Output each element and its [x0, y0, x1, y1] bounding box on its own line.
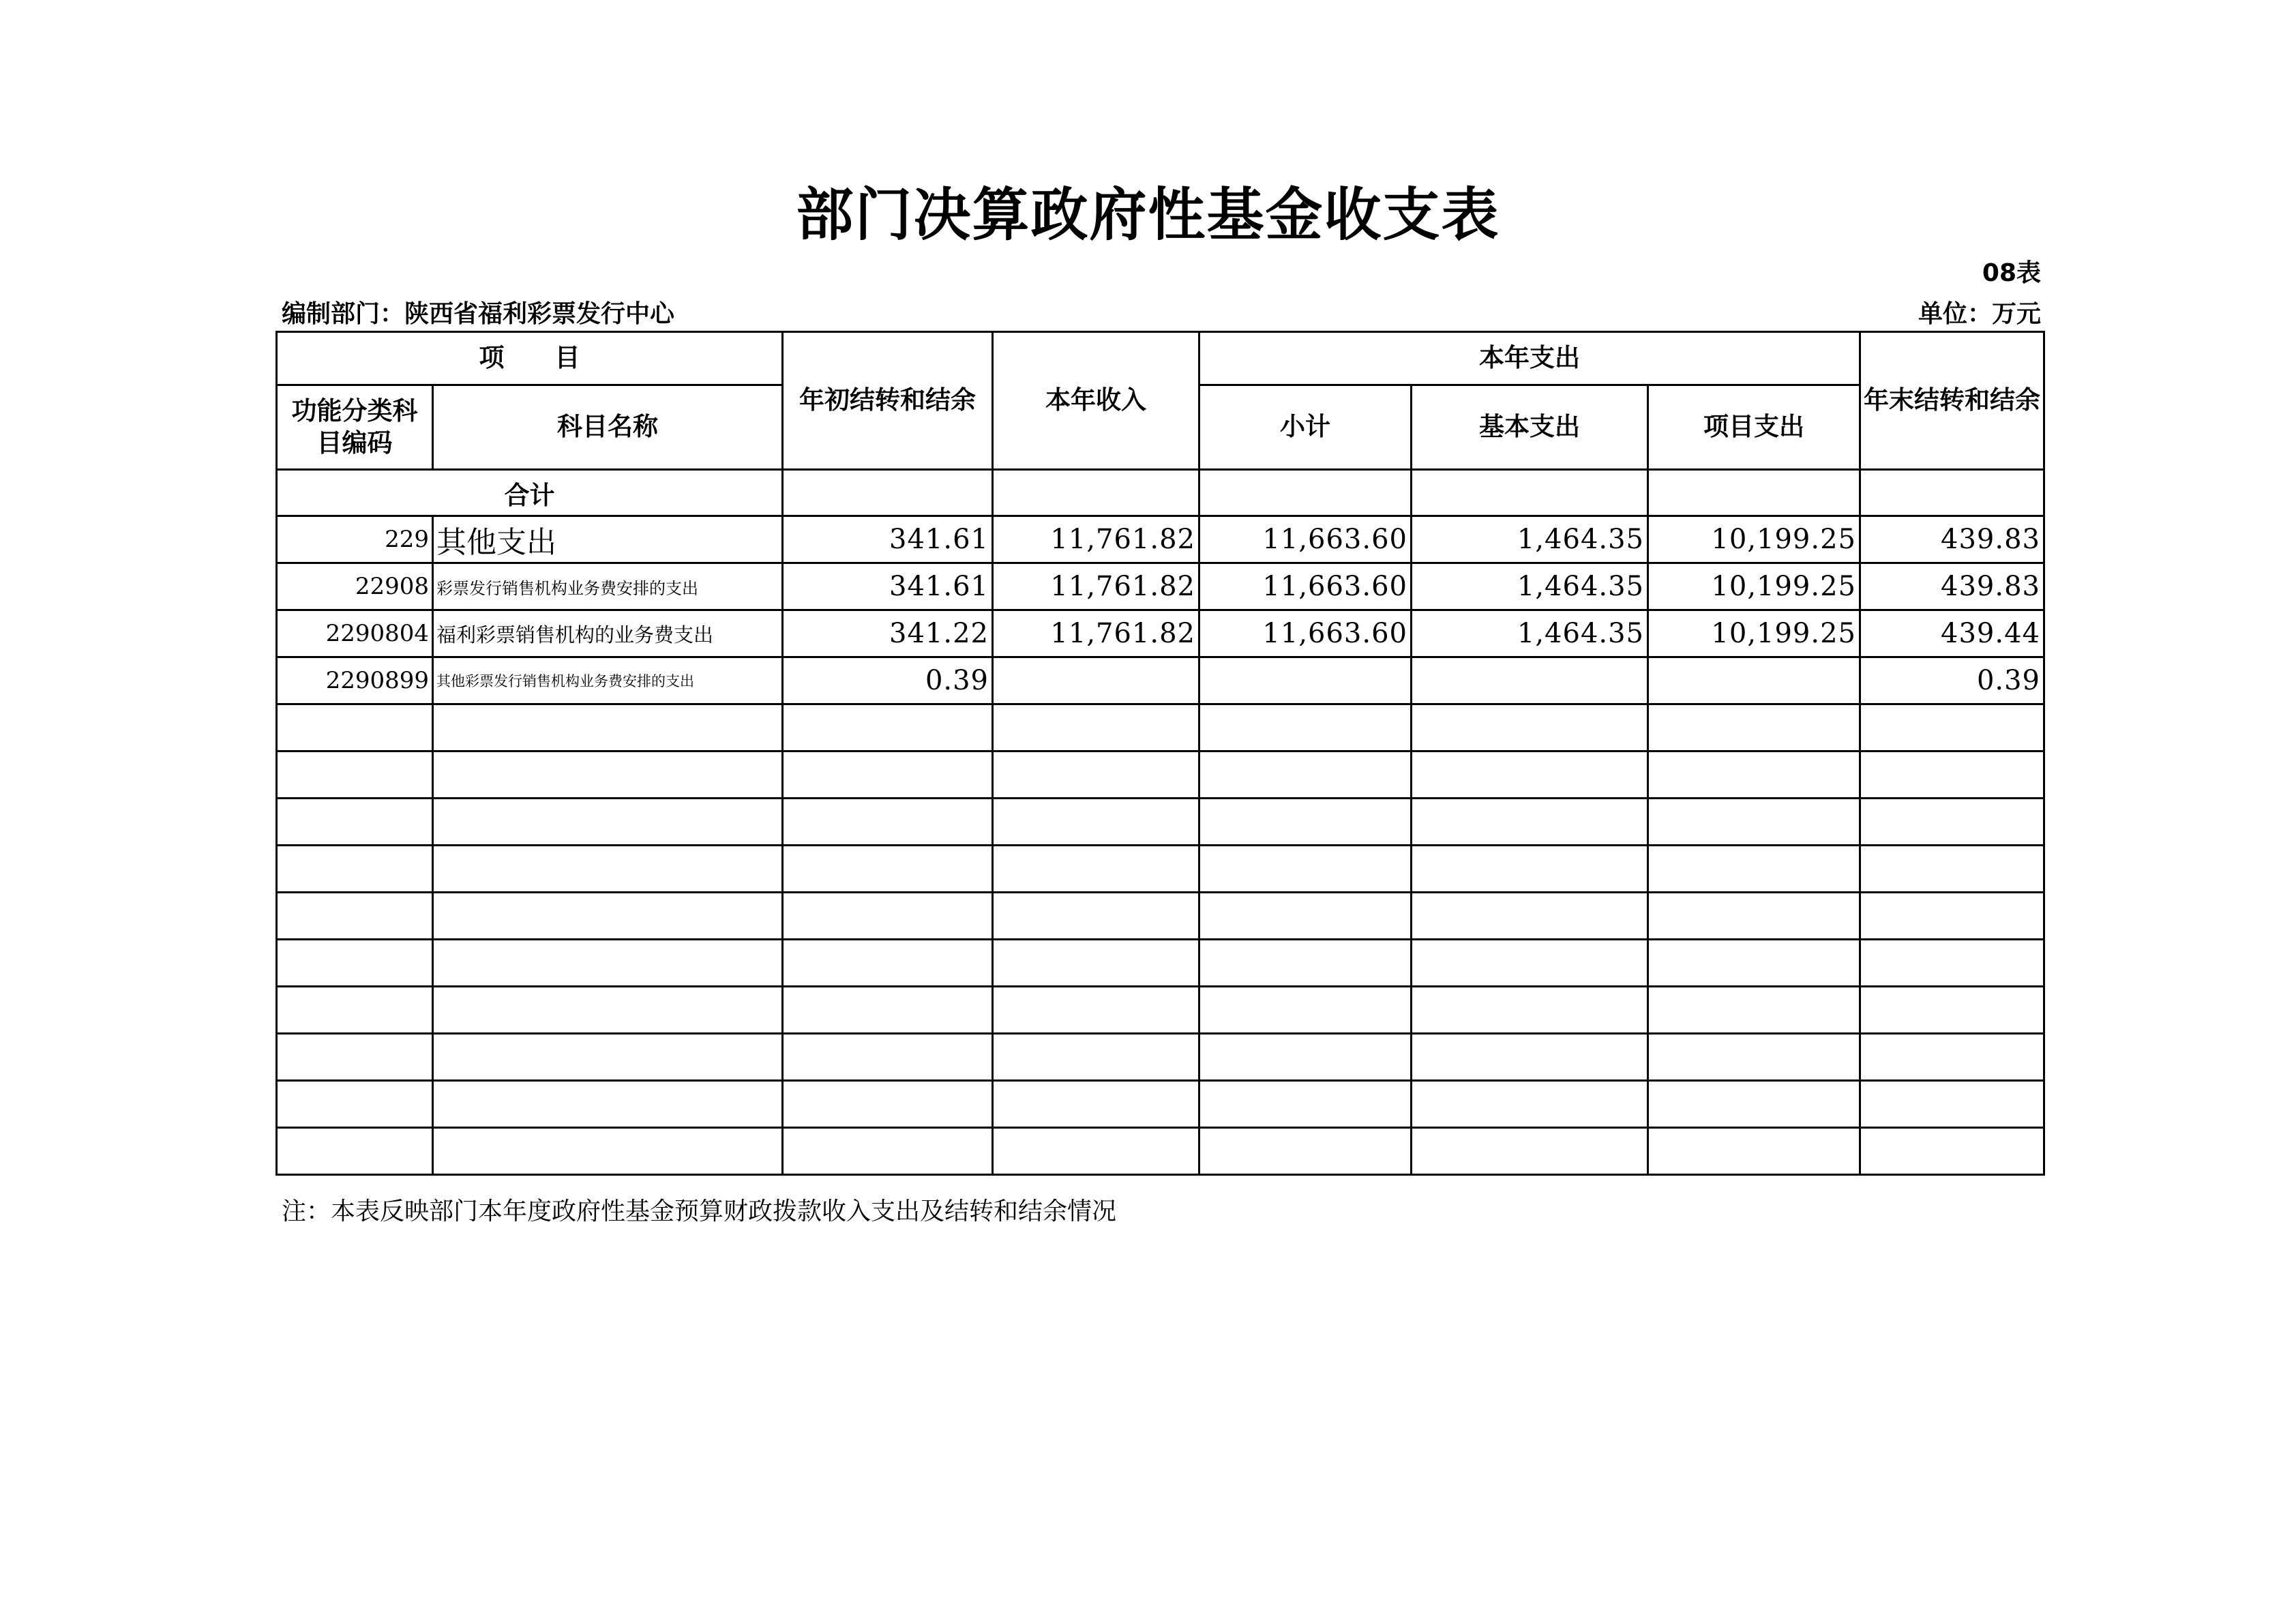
income: 11,761.82 — [993, 563, 1199, 610]
end-balance: 0.39 — [1860, 657, 2044, 704]
empty-row — [277, 1034, 2044, 1081]
begin-balance: 0.39 — [783, 657, 993, 704]
end-balance: 439.83 — [1860, 516, 2044, 563]
header-income: 本年收入 — [993, 332, 1199, 470]
begin-balance: 341.22 — [783, 610, 993, 657]
department-label: 编制部门：陕西省福利彩票发行中心 — [282, 300, 675, 328]
header-end-balance: 年末结转和结余 — [1860, 332, 2044, 470]
income: 11,761.82 — [993, 610, 1199, 657]
header-begin-balance: 年初结转和结余 — [783, 332, 993, 470]
end-balance: 439.83 — [1860, 563, 2044, 610]
income — [993, 657, 1199, 704]
project-expenditure: 10,199.25 — [1648, 610, 1860, 657]
project-expenditure: 10,199.25 — [1648, 516, 1860, 563]
subtotal: 11,663.60 — [1199, 516, 1412, 563]
basic-expenditure: 1,464.35 — [1412, 610, 1648, 657]
fund-table — [275, 331, 2045, 1176]
func-code: 2290804 — [277, 610, 433, 657]
basic-expenditure: 1,464.35 — [1412, 563, 1648, 610]
header-subtotal: 小计 — [1199, 385, 1412, 470]
header-basic: 基本支出 — [1412, 385, 1648, 470]
empty-row — [277, 893, 2044, 940]
table-row — [277, 657, 2044, 704]
table-row — [277, 516, 2044, 563]
subject-name: 福利彩票销售机构的业务费支出 — [433, 610, 783, 657]
footnote: 注：本表反映部门本年度政府性基金预算财政拨款收入支出及结转和结余情况 — [282, 1197, 1117, 1225]
table-number: 08表 — [1982, 259, 2041, 287]
empty-row — [277, 987, 2044, 1034]
empty-row — [277, 751, 2044, 799]
empty-row — [277, 940, 2044, 987]
end-balance: 439.44 — [1860, 610, 2044, 657]
header-project: 项目支出 — [1648, 385, 1860, 470]
subtotal — [1199, 657, 1412, 704]
func-code: 22908 — [277, 563, 433, 610]
empty-row — [277, 704, 2044, 751]
unit-label: 单位：万元 — [1918, 300, 2041, 328]
empty-row — [277, 846, 2044, 893]
subject-name: 彩票发行销售机构业务费安排的支出 — [433, 563, 783, 610]
header-func-code: 功能分类科目编码 — [277, 385, 433, 470]
subtotal: 11,663.60 — [1199, 563, 1412, 610]
total-label: 合计 — [277, 470, 783, 516]
table-row — [277, 563, 2044, 610]
func-code: 2290899 — [277, 657, 433, 704]
table-row — [277, 610, 2044, 657]
page-title: 部门决算政府性基金收支表 — [796, 181, 1500, 248]
func-code: 229 — [277, 516, 433, 563]
project-expenditure — [1648, 657, 1860, 704]
empty-row — [277, 1081, 2044, 1128]
total-row — [277, 470, 2044, 516]
income: 11,761.82 — [993, 516, 1199, 563]
empty-row — [277, 799, 2044, 846]
header-expenditure: 本年支出 — [1199, 332, 1860, 385]
begin-balance: 341.61 — [783, 516, 993, 563]
basic-expenditure: 1,464.35 — [1412, 516, 1648, 563]
project-expenditure: 10,199.25 — [1648, 563, 1860, 610]
subject-name: 其他支出 — [433, 516, 783, 563]
begin-balance: 341.61 — [783, 563, 993, 610]
subject-name: 其他彩票发行销售机构业务费安排的支出 — [433, 657, 783, 704]
empty-row — [277, 1128, 2044, 1175]
header-item: 项 目 — [277, 332, 783, 385]
header-subject-name: 科目名称 — [433, 385, 783, 470]
basic-expenditure — [1412, 657, 1648, 704]
subtotal: 11,663.60 — [1199, 610, 1412, 657]
